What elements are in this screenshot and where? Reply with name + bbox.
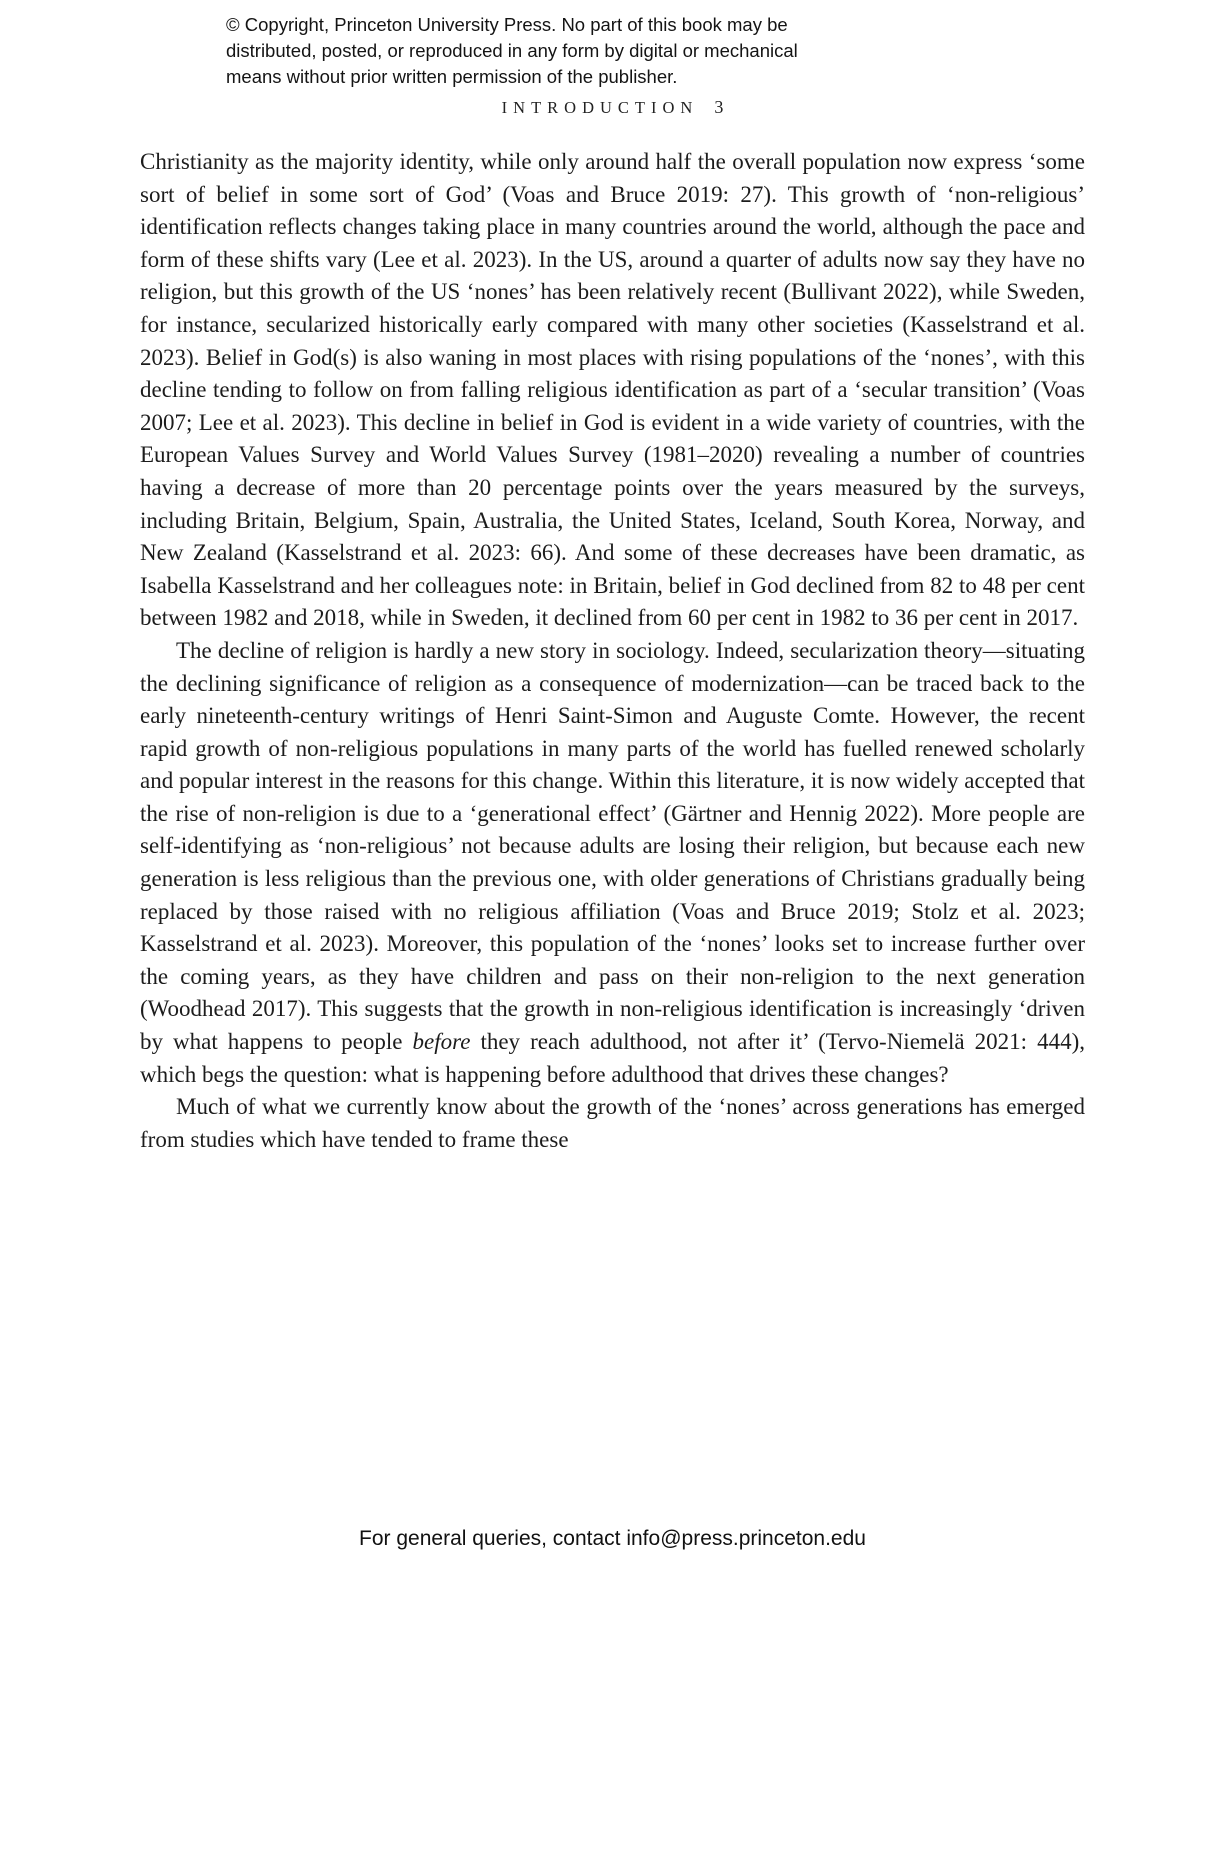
paragraph-2-italic-word: before	[412, 1029, 471, 1055]
paragraph-2	[140, 635, 1085, 1091]
running-head-title: INTRODUCTION	[501, 98, 699, 117]
page-number: 3	[714, 97, 724, 117]
copyright-line-1: © Copyright, Princeton University Press. No part of this book may be	[226, 14, 788, 35]
paragraph-2-text-continued: they reach adulthood, not after it’ (Tervo-Niemelä 2021: 444), which begs the question: what is happening before adulthood that drives these changes?	[140, 1029, 1085, 1087]
footer-query-line: For general queries, contact info@press.princeton.edu	[359, 1527, 866, 1550]
paragraph-2-text: The decline of religion is hardly a new story in sociology. Indeed, secularization theory—situating the declining significance of religion as a consequence of modernization—can be traced back to the early nineteenth-century writings of Henri Saint-Simon and Auguste Comte. However, the recent rapid growth of non-religious populations in many parts of the world has fuelled renewed scholarly and popular interest in the reasons for this change. Within this literature, it is now widely accepted that the rise of non-religion is due to a ‘generational effect’ (Gärtner and Hennig 2022). More people are self-identifying as ‘non-religious’ not because adults are losing their religion, but because each new generation is less religious than the previous one, with older generations of Christians gradually being replaced by those raised with no religious affiliation (Voas and Bruce 2019; Stolz et al. 2023; Kasselstrand et al. 2023). Moreover, this population of the ‘nones’ looks set to increase further over the coming years, as they have children and pass on their non-religion to the next generation (Woodhead 2017). This suggests that the growth in non-religious identification is increasingly ‘driven by what happens to people	[140, 637, 1085, 1055]
copyright-line-2: distributed, posted, or reproduced in any form by digital or mechanical	[226, 40, 798, 61]
copyright-notice	[226, 12, 798, 90]
paragraph-1: Christianity as the majority identity, while only around half the overall population now express ‘some sort of belief in some sort of God’ (Voas and Bruce 2019: 27). This growth of ‘non-religious’ identification reflects changes taking place in many countries around the world, although the pace and form of these shifts vary (Lee et al. 2023). In the US, around a quarter of adults now say they have no religion, but this growth of the US ‘nones’ has been relatively recent (Bullivant 2022), while Sweden, for instance, secularized historically early compared with many other societies (Kasselstrand et al. 2023). Belief in God(s) is also waning in most places with rising populations of the ‘nones’, with this decline tending to follow on from falling religious identification as part of a ‘secular transition’ (Voas 2007; Lee et al. 2023). This decline in belief in God is evident in a wide variety of countries, with the European Values Survey and World Values Survey (1981–2020) revealing a number of countries having a decrease of more than 20 percentage points over the years measured by the surveys, including Britain, Belgium, Spain, Australia, the United States, Iceland, South Korea, Norway, and New Zealand (Kasselstrand et al. 2023: 66). And some of these decreases have been dramatic, as Isabella Kasselstrand and her colleagues note: in Britain, belief in God declined from 82 to 48 per cent between 1982 and 2018, while in Sweden, it declined from 60 per cent in 1982 to 36 per cent in 2017.	[140, 149, 1085, 631]
copyright-line-3: means without prior written permission of the publisher.	[226, 66, 678, 87]
running-head	[140, 97, 1085, 118]
body-text	[140, 146, 1085, 1156]
paragraph-3: Much of what we currently know about the growth of the ‘nones’ across generations has emerged from studies which have tended to frame these	[140, 1094, 1085, 1152]
